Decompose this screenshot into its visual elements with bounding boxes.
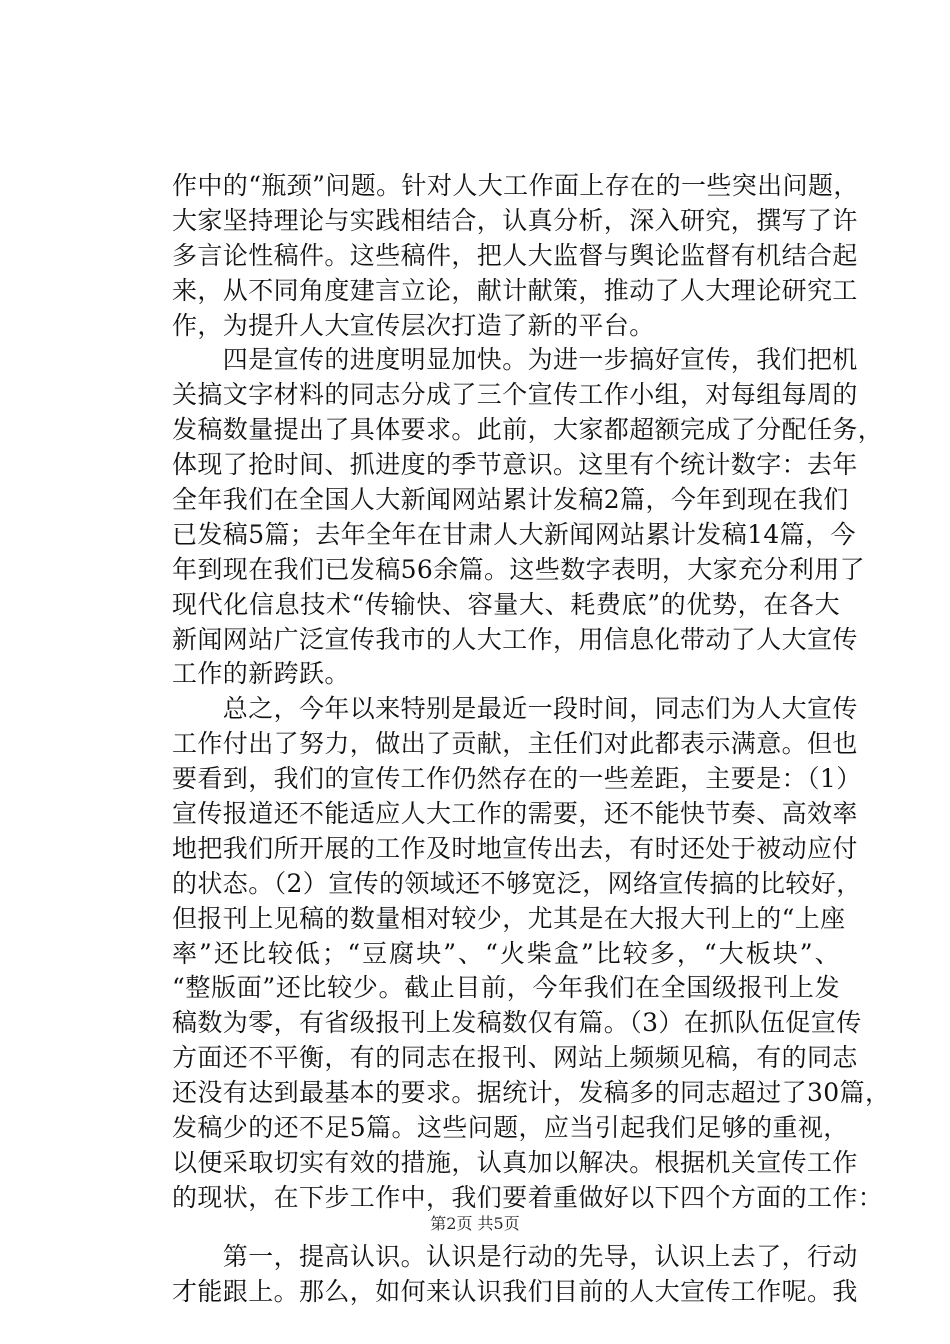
paragraph-progress [172,343,884,692]
text-line: 四是宣传的进度明显加快。为进一步搞好宣传，我们把机 [172,345,858,375]
text-line: 第一，提高认识。认识是行动的先导，认识上去了，行动 [172,1241,858,1271]
text-line: 新闻网站广泛宣传我市的人大工作，用信息化带动了人大宣传 [172,624,858,654]
document-body [172,169,891,1310]
text-line: 作，为提升人大宣传层次打造了新的平台。 [172,310,655,340]
text-line: 还没有达到最基本的要求。据统计，发稿多的同志超过了30篇， [172,1078,891,1108]
text-line: 才能跟上。那么，如何来认识我们目前的人大宣传工作呢。我 [172,1276,858,1306]
text-line: 现代化信息技术“传输快、容量大、耗费底”的优势，在各大 [172,589,840,619]
text-line: 要看到，我们的宣传工作仍然存在的一些差距，主要是：（1） [172,764,862,794]
text-line: 以便采取切实有效的措施，认真加以解决。根据机关宣传工作 [172,1147,858,1177]
text-line: 方面还不平衡，有的同志在报刊、网站上频频见稿，有的同志 [172,1043,858,1073]
text-line: 率”还比较低；“豆腐块”、“火柴盒”比较多，“大板块”、 [172,938,840,968]
text-line: “整版面”还比较少。截止目前，今年我们在全国级报刊上发 [172,973,840,1003]
page-footer: 第2页 共5页 [430,1214,520,1233]
text-line: 关搞文字材料的同志分成了三个宣传工作小组，对每组每周的 [172,380,858,410]
text-line: 地把我们所开展的工作及时地宣传出去，有时还处于被动应付 [172,833,858,863]
text-line: 的现状，在下步工作中，我们要着重做好以下四个方面的工作： [172,1182,884,1212]
text-line: 但报刊上见稿的数量相对较少，尤其是在大报大刊上的“上座 [172,903,846,933]
text-line: 来，从不同角度建言立论，献计献策，推动了人大理论研究工 [172,275,858,305]
paragraph-first [172,1240,858,1310]
text-line: 工作的新跨跃。 [172,659,350,689]
text-line: 的状态。（2）宣传的领域还不够宽泛，网络宣传搞的比较好， [172,868,862,898]
text-line: 发稿数量提出了具体要求。此前，大家都超额完成了分配任务， [172,415,884,445]
text-line: 全年我们在全国人大新闻网站累计发稿2篇，今年到现在我们 [172,485,849,515]
text-line: 总之，今年以来特别是最近一段时间，同志们为人大宣传 [172,694,858,724]
text-line: 年到现在我们已发稿56余篇。这些数字表明，大家充分利用了 [172,554,866,584]
text-line: 发稿少的还不足5篇。这些问题，应当引起我们足够的重视， [172,1113,849,1143]
paragraph-summary [172,692,891,1215]
text-line: 已发稿5篇；去年全年在甘肃人大新闻网站累计发稿14篇，今 [172,519,856,549]
text-line: 宣传报道还不能适应人大工作的需要，还不能快节奏、高效率 [172,799,858,829]
text-line: 作中的“瓶颈”问题。针对人大工作面上存在的一些突出问题， [172,171,859,200]
text-line: 体现了抢时间、抓进度的季节意识。这里有个统计数字：去年 [172,450,858,480]
text-line: 多言论性稿件。这些稿件，把人大监督与舆论监督有机结合起 [172,240,858,270]
paragraph-continuation [172,169,859,343]
text-line: 大家坚持理论与实践相结合，认真分析，深入研究，撰写了许 [172,205,858,235]
text-line: 工作付出了努力，做出了贡献，主任们对此都表示满意。但也 [172,729,858,759]
text-line: 稿数为零，有省级报刊上发稿数仅有篇。（3）在抓队伍促宣传 [172,1008,862,1038]
